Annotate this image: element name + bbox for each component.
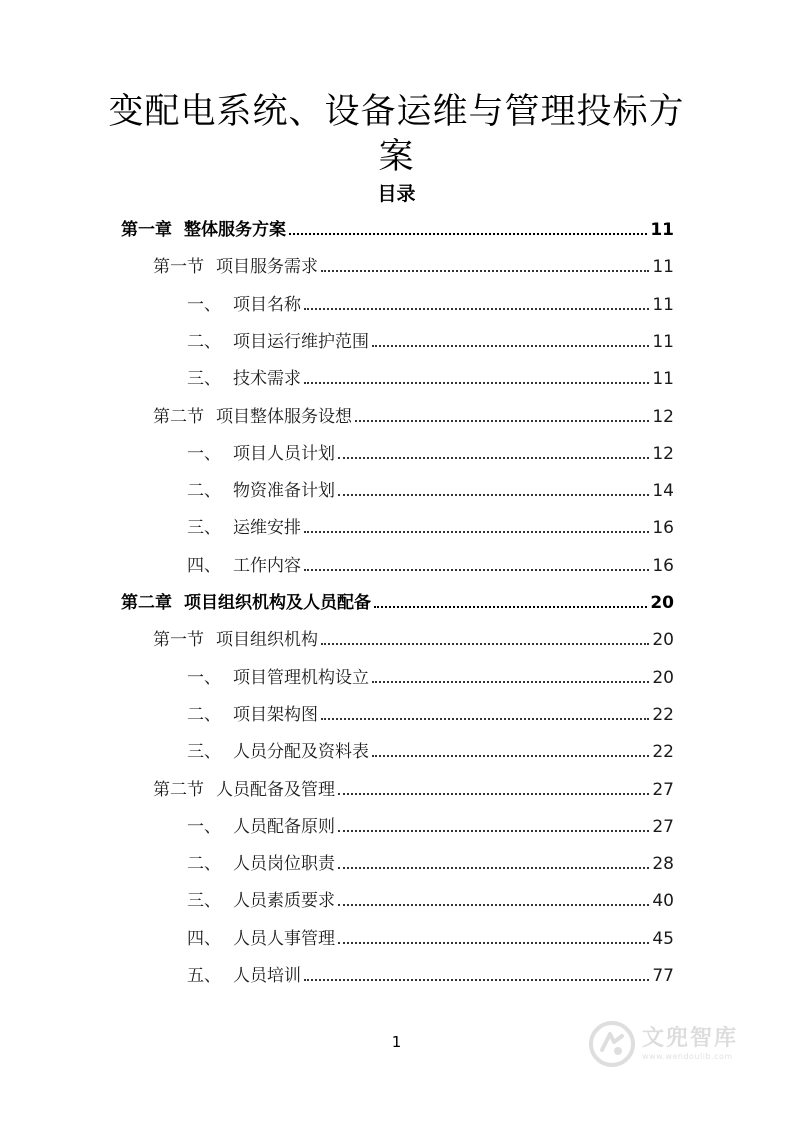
toc-dot-leader (338, 830, 649, 832)
toc-entry-text: 人员分配及资料表 (233, 742, 369, 763)
toc-dot-leader (372, 681, 649, 683)
toc-entry[interactable] (187, 922, 674, 950)
toc-entry-label (121, 219, 286, 241)
toc-dot-leader (338, 942, 649, 944)
toc-dot-leader (372, 755, 649, 757)
toc-entry-label (153, 406, 352, 428)
toc-entry-number: 二、 (187, 704, 221, 725)
toc-entry-number: 第二节 (153, 406, 204, 427)
toc-entry-label (187, 928, 335, 950)
toc-dot-leader (304, 308, 649, 310)
toc-entry-page: 22 (652, 742, 674, 763)
toc-entry-page: 11 (652, 294, 674, 315)
toc-entry-number: 二、 (187, 854, 221, 875)
toc-entry-number: 三、 (187, 369, 221, 390)
toc-dot-leader (304, 531, 649, 533)
toc-dot-leader (321, 270, 649, 272)
page-number: 1 (391, 1033, 402, 1051)
toc-dot-leader (338, 904, 649, 906)
toc-entry[interactable] (187, 698, 674, 726)
toc-entry-text: 工作内容 (233, 555, 301, 576)
wendou-logo-icon (588, 1020, 636, 1068)
toc-entry-number: 四、 (187, 555, 221, 576)
toc-entry[interactable] (187, 437, 674, 465)
watermark-name: 文兜智库 (642, 1026, 739, 1051)
toc-dot-leader (289, 233, 647, 235)
toc-entry-page: 11 (652, 369, 674, 390)
toc-entry-text: 整体服务方案 (184, 220, 286, 240)
toc-entry[interactable] (187, 511, 674, 539)
toc-entry-page: 40 (652, 891, 674, 912)
toc-dot-leader (338, 457, 649, 459)
toc-entry-page: 20 (652, 667, 674, 688)
toc-entry-page: 11 (652, 331, 674, 352)
toc-entry[interactable] (187, 735, 674, 763)
toc-entry-label (187, 331, 369, 353)
toc-dot-leader (338, 494, 649, 496)
toc-entry-number: 三、 (187, 518, 221, 539)
toc-entry[interactable] (187, 549, 674, 577)
toc-entry-text: 项目组织机构 (216, 630, 318, 651)
toc-entry-page: 45 (652, 928, 674, 949)
toc-entry[interactable] (187, 959, 674, 987)
toc-entry-text: 人员配备原则 (233, 816, 335, 837)
toc-entry-label (187, 853, 335, 875)
toc-entry-label (187, 741, 369, 763)
toc-entry[interactable] (121, 213, 674, 241)
toc-entry[interactable] (153, 773, 674, 801)
toc-dot-leader (372, 345, 649, 347)
toc-entry-number: 一、 (187, 443, 221, 464)
toc-dot-leader (355, 420, 649, 422)
toc-dot-leader (321, 643, 649, 645)
toc-entry-label (187, 480, 335, 502)
toc-entry[interactable] (153, 623, 674, 651)
toc-dot-leader (304, 382, 649, 384)
toc-entry-number: 第一节 (153, 257, 204, 278)
toc-entry-text: 人员配备及管理 (216, 779, 335, 800)
toc-entry-text: 人员人事管理 (233, 928, 335, 949)
toc-entry[interactable] (187, 810, 674, 838)
toc-entry-text: 人员培训 (233, 966, 301, 986)
toc-entry[interactable] (187, 847, 674, 875)
toc-entry-label (187, 704, 318, 726)
toc-entry[interactable] (153, 250, 674, 278)
toc-entry-number: 第一节 (153, 630, 204, 651)
toc-entry-number: 一、 (187, 667, 221, 688)
toc-entry-label (121, 592, 371, 614)
toc-entry-page: 16 (652, 555, 674, 576)
toc-entry-text: 项目服务需求 (216, 257, 318, 278)
toc-entry-number: 二、 (187, 331, 221, 352)
toc-entry-page: 12 (652, 406, 674, 427)
toc-entry-page: 22 (652, 704, 674, 725)
toc-entry-text: 项目名称 (233, 294, 301, 315)
toc-entry-page: 12 (652, 443, 674, 464)
toc-entry-label (187, 294, 301, 316)
toc-entry-label (153, 256, 318, 278)
toc-entry-number: 一、 (187, 816, 221, 837)
toc-entry[interactable] (187, 288, 674, 316)
document-title: 变配电系统、设备运维与管理投标方案 (108, 92, 685, 177)
toc-entry-page: 16 (652, 518, 674, 539)
toc-entry-text: 技术需求 (233, 369, 301, 390)
toc-entry-label (187, 965, 301, 987)
toc-entry-text: 人员素质要求 (233, 891, 335, 912)
toc-entry-number: 五、 (187, 966, 221, 986)
toc-entry-label (187, 443, 335, 465)
toc-entry-number: 第一章 (121, 220, 172, 240)
toc-entry-number: 三、 (187, 742, 221, 763)
toc-entry-page: 14 (652, 481, 674, 502)
toc-entry-text: 人员岗位职责 (233, 854, 335, 875)
toc-dot-leader (304, 569, 649, 571)
toc-entry[interactable] (187, 884, 674, 912)
toc-entry-label (187, 890, 335, 912)
toc-entry-number: 四、 (187, 928, 221, 949)
toc-entry-label (187, 667, 369, 689)
toc-entry-text: 项目组织机构及人员配备 (184, 593, 371, 613)
toc-entry-label (187, 368, 301, 390)
toc-entry-page: 11 (650, 220, 674, 240)
toc-entry-page: 20 (652, 630, 674, 651)
toc-entry-page: 28 (652, 854, 674, 875)
watermark-url: www.wendoulib.com (642, 1052, 733, 1061)
toc-entry-text: 项目管理机构设立 (233, 667, 369, 688)
toc-entry-text: 物资准备计划 (233, 481, 335, 502)
toc-entry-page: 27 (652, 816, 674, 837)
toc-entry-number: 三、 (187, 891, 221, 912)
toc-entry[interactable] (187, 362, 674, 390)
toc-entry-label (187, 816, 335, 838)
toc-entry-text: 项目架构图 (233, 704, 318, 725)
toc-entry-text: 项目整体服务设想 (216, 406, 352, 427)
toc-entry-number: 第二节 (153, 779, 204, 800)
toc-entry-page: 20 (650, 593, 674, 613)
toc-entry-text: 项目人员计划 (233, 443, 335, 464)
toc-entry-number: 第二章 (121, 593, 172, 613)
toc-entry[interactable] (187, 474, 674, 502)
toc-entry[interactable] (121, 586, 674, 614)
toc-entry[interactable] (153, 400, 674, 428)
toc-entry-label (153, 779, 335, 801)
toc-entry-text: 运维安排 (233, 518, 301, 539)
toc-entry-page: 77 (652, 966, 674, 986)
toc-dot-leader (338, 793, 649, 795)
toc-entry-label (187, 555, 301, 577)
toc-entry-number: 一、 (187, 294, 221, 315)
toc-entry[interactable] (187, 661, 674, 689)
toc-dot-leader (374, 606, 647, 608)
toc-entry-page: 11 (652, 257, 674, 278)
toc-entry[interactable] (187, 325, 674, 353)
toc-dot-leader (338, 867, 649, 869)
toc-entry-number: 二、 (187, 481, 221, 502)
toc-entry-label (153, 629, 318, 651)
toc-heading: 目录 (377, 183, 416, 205)
toc-entry-label (187, 517, 301, 539)
toc-entry-page: 27 (652, 779, 674, 800)
watermark (588, 1012, 758, 1076)
toc-dot-leader (321, 718, 649, 720)
toc-dot-leader (304, 979, 649, 981)
toc-entry-text: 项目运行维护范围 (233, 331, 369, 352)
